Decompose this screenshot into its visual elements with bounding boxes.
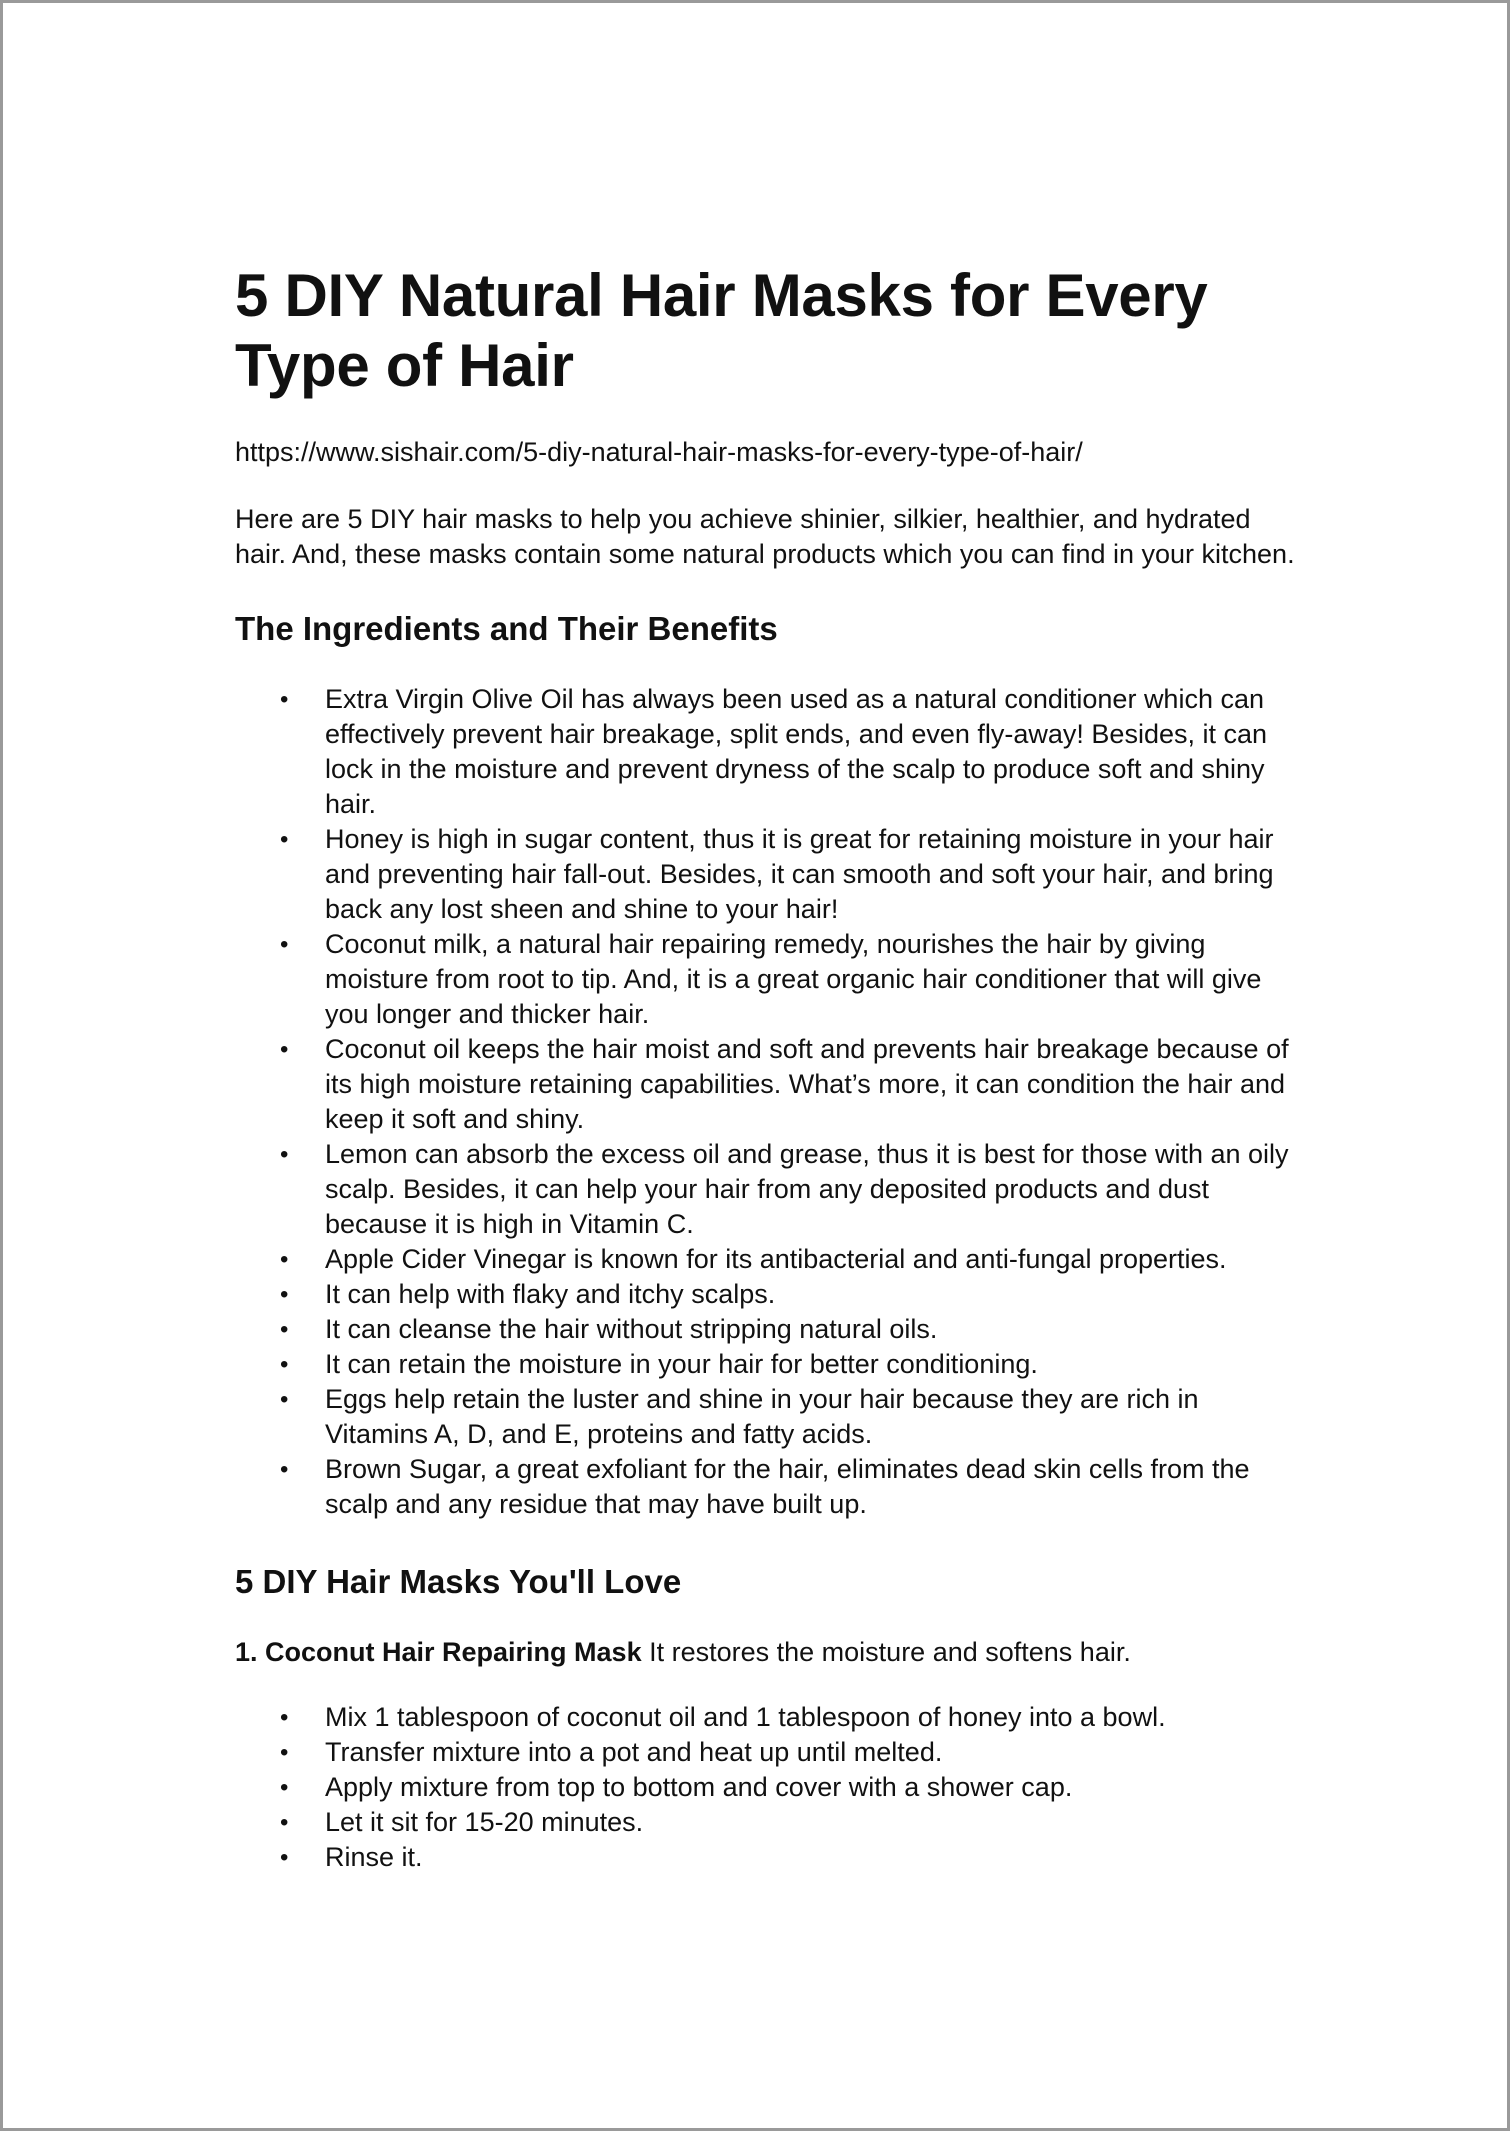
mask-1-heading bbox=[235, 1635, 1295, 1670]
list-item: • Coconut oil keeps the hair moist and soft and prevents hair breakage because of its high moisture retaining capabilities. What’s more, it can condition the hair and keep it soft and shiny. bbox=[235, 1032, 1295, 1137]
mask-1-steps bbox=[235, 1700, 1295, 1875]
list-item: • It can retain the moisture in your hair for better conditioning. bbox=[235, 1347, 1295, 1382]
source-url: https://www.sishair.com/5-diy-natural-hair-masks-for-every-type-of-hair/ bbox=[235, 437, 1083, 467]
masks-heading: 5 DIY Hair Masks You'll Love bbox=[235, 1563, 682, 1600]
article-body bbox=[235, 261, 1295, 1875]
list-item: • It can cleanse the hair without stripping natural oils. bbox=[235, 1312, 1295, 1347]
list-item: • Brown Sugar, a great exfoliant for the hair, eliminates dead skin cells from the scalp and any residue that may have built up. bbox=[235, 1452, 1295, 1522]
list-item: • It can help with flaky and itchy scalps. bbox=[235, 1277, 1295, 1312]
list-item: • Lemon can absorb the excess oil and grease, thus it is best for those with an oily scalp. Besides, it can help your hair from any deposited products and dust because it is high in Vitamin C. bbox=[235, 1137, 1295, 1242]
mask-1-description: It restores the moisture and softens hair. bbox=[641, 1637, 1131, 1667]
ingredients-list bbox=[235, 682, 1295, 1522]
list-item: • Apple Cider Vinegar is known for its antibacterial and anti-fungal properties. bbox=[235, 1242, 1295, 1277]
list-item: • Extra Virgin Olive Oil has always been used as a natural conditioner which can effectively prevent hair breakage, split ends, and even fly-away! Besides, it can lock in the moisture and prevent dryness of the scalp to produce soft and shiny hair. bbox=[235, 682, 1295, 822]
list-item: • Mix 1 tablespoon of coconut oil and 1 tablespoon of honey into a bowl. bbox=[235, 1700, 1295, 1735]
list-item: • Apply mixture from top to bottom and cover with a shower cap. bbox=[235, 1770, 1295, 1805]
list-item: • Transfer mixture into a pot and heat up until melted. bbox=[235, 1735, 1295, 1770]
ingredients-heading: The Ingredients and Their Benefits bbox=[235, 610, 778, 647]
list-item: • Eggs help retain the luster and shine in your hair because they are rich in Vitamins A, D, and E, proteins and fatty acids. bbox=[235, 1382, 1295, 1452]
list-item: • Honey is high in sugar content, thus it is great for retaining moisture in your hair and preventing hair fall-out. Besides, it can smooth and soft your hair, and bring back any lost sheen and shine to your hair! bbox=[235, 822, 1295, 927]
article-title: 5 DIY Natural Hair Masks for Every Type of Hair bbox=[235, 262, 1208, 399]
list-item: • Rinse it. bbox=[235, 1840, 1295, 1875]
mask-1-title: 1. Coconut Hair Repairing Mask bbox=[235, 1637, 642, 1667]
list-item: • Let it sit for 15-20 minutes. bbox=[235, 1805, 1295, 1840]
list-item: • Coconut milk, a natural hair repairing remedy, nourishes the hair by giving moisture from root to tip. And, it is a great organic hair conditioner that will give you longer and thicker hair. bbox=[235, 927, 1295, 1032]
intro-paragraph: Here are 5 DIY hair masks to help you achieve shinier, silkier, healthier, and hydrated hair. And, these masks contain some natural products which you can find in your kitchen. bbox=[235, 504, 1295, 569]
